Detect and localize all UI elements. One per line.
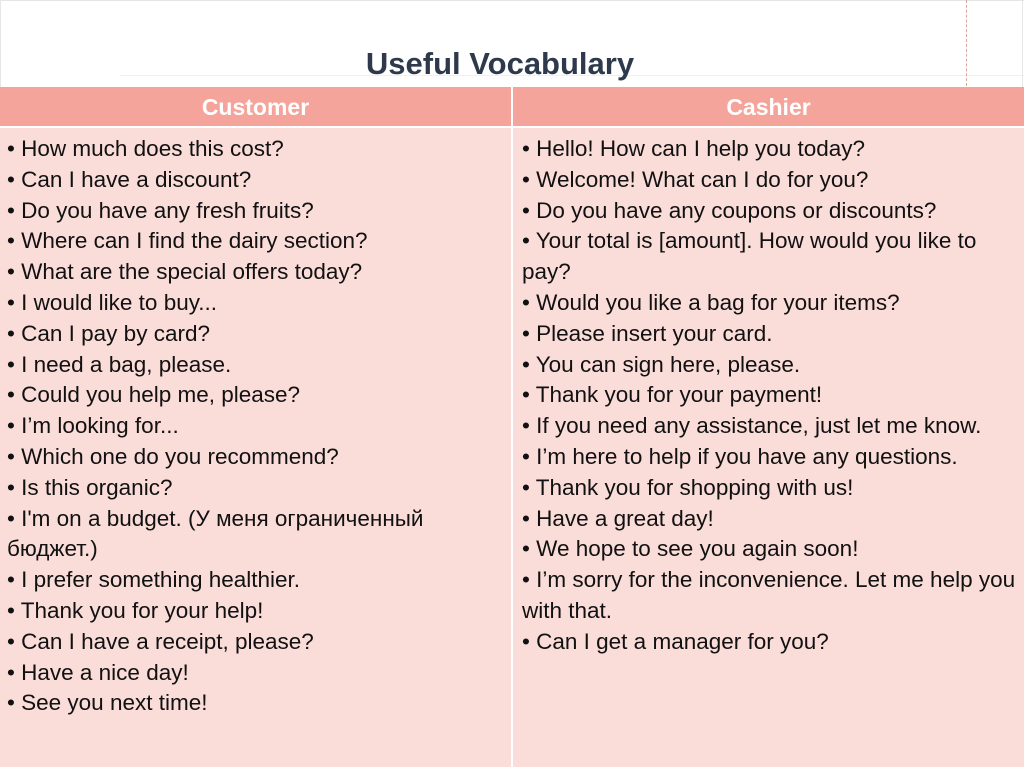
cashier-column-header: Cashier — [513, 87, 1024, 126]
list-item: • Can I get a manager for you? — [522, 628, 829, 654]
list-item: • Is this organic? — [7, 474, 173, 500]
customer-column — [0, 128, 511, 767]
list-item: • What are the special offers today? — [7, 259, 363, 285]
list-item: • Welcome! What can I do for you? — [522, 166, 869, 192]
list-item: • I’m here to help if you have any questions. — [522, 443, 958, 469]
list-item: • Do you have any coupons or discounts? — [522, 197, 937, 223]
list-item: • Can I have a discount? — [7, 166, 252, 192]
list-item: • Could you help me, please? — [7, 382, 301, 408]
list-item: • I need a bag, please. — [7, 351, 232, 377]
list-item: • I’m looking for... — [7, 413, 179, 439]
list-item: • See you next time! — [7, 690, 208, 716]
list-item: • We hope to see you again soon! — [522, 536, 859, 562]
list-item: • I prefer something healthier. — [7, 567, 301, 593]
column-divider — [511, 87, 513, 767]
list-item: • Your total is [amount]. How would you like to pay? — [522, 228, 977, 285]
list-item: • I would like to buy... — [7, 289, 218, 315]
list-item: • Have a great day! — [522, 505, 714, 531]
list-item: • Hello! How can I help you today? — [522, 136, 866, 161]
list-item: • Thank you for your help! — [7, 597, 264, 623]
list-item: • Thank you for your payment! — [522, 382, 823, 408]
list-item: • I'm on a budget. (У меня ограниченный бюджет.) — [7, 505, 424, 562]
list-item: • Do you have any fresh fruits? — [7, 197, 314, 223]
vocabulary-table — [0, 87, 1024, 767]
cashier-column — [513, 128, 1024, 767]
list-item: • How much does this cost? — [7, 136, 284, 161]
slide-top-border — [0, 0, 1024, 1]
list-item: • Have a nice day! — [7, 659, 189, 685]
list-item: • Would you like a bag for your items? — [522, 289, 900, 315]
list-item: • Can I pay by card? — [7, 320, 210, 346]
list-item: • Please insert your card. — [522, 320, 773, 346]
slide-title: Useful Vocabulary — [365, 46, 635, 81]
list-item: • If you need any assistance, just let me know. — [522, 413, 982, 439]
list-item: • Which one do you recommend? — [7, 443, 339, 469]
list-item: • You can sign here, please. — [522, 351, 801, 377]
list-item: • Can I have a receipt, please? — [7, 628, 314, 654]
list-item: • Thank you for shopping with us! — [522, 474, 854, 500]
list-item: • Where can I find the dairy section? — [7, 228, 368, 254]
list-item: • I’m sorry for the inconvenience. Let me help you with that. — [522, 567, 1016, 623]
header-divider — [0, 126, 1024, 128]
customer-column-header: Customer — [0, 87, 511, 126]
slide-right-border — [1022, 0, 1023, 87]
